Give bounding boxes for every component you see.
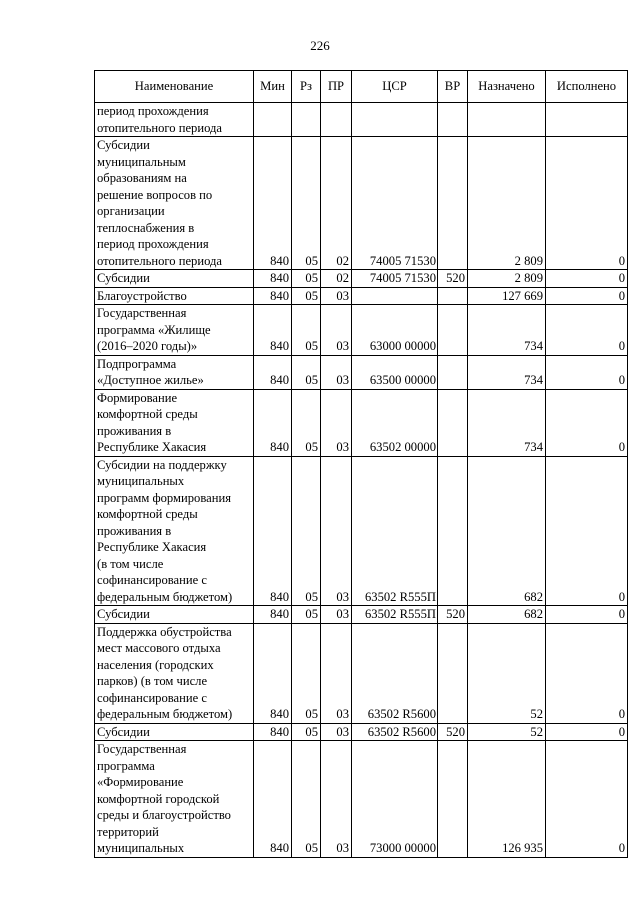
cell-pr [321, 606, 352, 624]
cell-executed [546, 270, 628, 288]
cell-name-text: Подпрограмма «Доступное жилье» [97, 356, 204, 387]
cell-pr [321, 103, 352, 137]
cell-assigned-text: 126 935 [502, 841, 543, 855]
cell-name-text: Благоустройство [97, 288, 187, 303]
cell-pr-text: 03 [336, 707, 349, 721]
cell-rz-text: 05 [305, 607, 318, 621]
cell-assigned-text: 682 [524, 607, 543, 621]
cell-assigned-text: 2 809 [514, 253, 543, 268]
cell-executed-text: 0 [618, 271, 625, 285]
cell-assigned-text: 734 [524, 339, 543, 353]
cell-assigned-text: 127 669 [502, 288, 543, 303]
cell-executed [546, 305, 628, 356]
cell-vr-text: 520 [446, 724, 465, 739]
cell-min [254, 287, 292, 305]
cell-rz-text: 05 [305, 288, 318, 303]
cell-csr [352, 287, 438, 305]
cell-rz [292, 389, 321, 456]
cell-assigned-text: 52 [530, 707, 543, 721]
cell-executed [546, 741, 628, 858]
cell-min [254, 741, 292, 858]
cell-rz [292, 305, 321, 356]
cell-vr-text: 520 [446, 271, 465, 285]
cell-min [254, 623, 292, 723]
cell-csr [352, 270, 438, 288]
cell-executed-text: 0 [618, 373, 625, 387]
header-pr: ПР [321, 71, 352, 103]
cell-min-text: 840 [270, 253, 289, 268]
cell-assigned [468, 137, 546, 270]
cell-vr [438, 137, 468, 270]
cell-csr-text: 63502 R5600 [367, 707, 436, 721]
header-vr: ВР [438, 71, 468, 103]
cell-min [254, 456, 292, 606]
cell-assigned [468, 287, 546, 305]
cell-rz-text: 05 [305, 373, 318, 387]
cell-executed-text: 0 [618, 253, 625, 268]
cell-csr-text: 74005 71530 [369, 271, 436, 285]
cell-pr [321, 270, 352, 288]
cell-executed-text: 0 [618, 707, 625, 721]
cell-pr-text: 03 [336, 589, 349, 604]
cell-assigned-text: 2 809 [514, 271, 543, 285]
cell-min [254, 137, 292, 270]
cell-csr-text: 63502 00000 [369, 440, 436, 454]
cell-csr-text: 63000 00000 [369, 339, 436, 353]
cell-vr [438, 287, 468, 305]
table-body [95, 103, 628, 858]
cell-executed [546, 103, 628, 137]
cell-name [95, 389, 254, 456]
cell-min [254, 355, 292, 389]
cell-pr-text: 03 [336, 373, 349, 387]
cell-assigned [468, 741, 546, 858]
cell-csr [352, 623, 438, 723]
cell-assigned-text: 734 [524, 373, 543, 387]
cell-pr-text: 02 [336, 271, 349, 285]
cell-name-text: Субсидии [97, 271, 150, 285]
header-name: Наименование [95, 71, 254, 103]
cell-min-text: 840 [270, 707, 289, 721]
cell-executed-text: 0 [618, 440, 625, 454]
cell-name [95, 270, 254, 288]
cell-vr [438, 103, 468, 137]
cell-rz-text: 05 [305, 724, 318, 739]
cell-csr [352, 305, 438, 356]
cell-rz-text: 05 [305, 271, 318, 285]
cell-rz-text: 05 [305, 253, 318, 268]
cell-name [95, 606, 254, 624]
cell-vr [438, 270, 468, 288]
cell-rz [292, 137, 321, 270]
cell-name-text: Субсидии [97, 724, 150, 739]
table-row [95, 456, 628, 606]
table-row [95, 137, 628, 270]
table-row [95, 723, 628, 741]
cell-pr [321, 741, 352, 858]
cell-pr [321, 305, 352, 356]
budget-table [94, 70, 628, 858]
header-csr: ЦСР [352, 71, 438, 103]
table-row [95, 741, 628, 858]
page-number: 226 [310, 38, 330, 53]
header-executed: Исполнено [546, 71, 628, 103]
header-rz: Рз [292, 71, 321, 103]
cell-vr [438, 623, 468, 723]
cell-rz-text: 05 [305, 707, 318, 721]
cell-name [95, 137, 254, 270]
cell-executed-text: 0 [618, 288, 625, 303]
cell-name [95, 741, 254, 858]
cell-executed [546, 623, 628, 723]
cell-min-text: 840 [270, 339, 289, 353]
cell-rz [292, 741, 321, 858]
cell-vr [438, 305, 468, 356]
cell-assigned-text: 682 [524, 589, 543, 604]
cell-pr [321, 623, 352, 723]
cell-rz-text: 05 [305, 841, 318, 855]
cell-name [95, 355, 254, 389]
cell-csr [352, 456, 438, 606]
cell-vr-text: 520 [446, 607, 465, 621]
cell-vr [438, 723, 468, 741]
cell-rz [292, 103, 321, 137]
header-assigned: Назначено [468, 71, 546, 103]
cell-rz [292, 270, 321, 288]
cell-assigned-text: 52 [530, 724, 543, 739]
cell-min [254, 305, 292, 356]
cell-assigned [468, 623, 546, 723]
cell-name-text: Государственная программа «Жилище (2016–2020 годы)» [97, 306, 211, 353]
cell-rz [292, 723, 321, 741]
cell-pr-text: 03 [336, 339, 349, 353]
cell-rz-text: 05 [305, 589, 318, 604]
cell-assigned [468, 389, 546, 456]
cell-executed [546, 456, 628, 606]
cell-min [254, 270, 292, 288]
cell-min [254, 723, 292, 741]
cell-executed [546, 389, 628, 456]
cell-pr [321, 456, 352, 606]
cell-rz [292, 456, 321, 606]
cell-executed [546, 723, 628, 741]
cell-name-text: Формирование комфортной среды проживания в Республике Хакасия [97, 390, 207, 454]
cell-name [95, 287, 254, 305]
cell-name-text: Субсидии муниципальным образованиям на решение вопросов по организации теплоснабжения в период прохождения отопительного периода [97, 138, 222, 268]
cell-min-text: 840 [270, 288, 289, 303]
cell-rz [292, 606, 321, 624]
cell-executed [546, 606, 628, 624]
cell-executed-text: 0 [618, 841, 625, 855]
cell-executed [546, 287, 628, 305]
cell-csr-text: 63500 00000 [369, 373, 436, 387]
cell-pr [321, 355, 352, 389]
cell-rz [292, 287, 321, 305]
cell-name [95, 305, 254, 356]
cell-rz [292, 623, 321, 723]
table-row [95, 270, 628, 288]
cell-name-text: период прохождения отопительного периода [97, 104, 222, 135]
cell-name [95, 723, 254, 741]
cell-assigned [468, 723, 546, 741]
cell-csr-text: 73000 00000 [369, 841, 436, 855]
cell-vr [438, 741, 468, 858]
table-header-row [95, 71, 628, 103]
cell-pr-text: 03 [336, 288, 349, 303]
table-row [95, 287, 628, 305]
cell-csr [352, 355, 438, 389]
cell-vr [438, 456, 468, 606]
cell-pr [321, 137, 352, 270]
header-min: Мин [254, 71, 292, 103]
cell-name-text: Поддержка обустройства мест массового отдыха населения (городских парков) (в том числе софинансирование с федеральным бюджетом) [97, 624, 233, 721]
cell-min-text: 840 [270, 724, 289, 739]
cell-executed [546, 355, 628, 389]
cell-csr-text: 63502 R5600 [367, 724, 436, 739]
cell-pr-text: 03 [336, 724, 349, 739]
cell-assigned [468, 355, 546, 389]
cell-csr [352, 137, 438, 270]
table-row [95, 355, 628, 389]
cell-pr-text: 03 [336, 440, 349, 454]
cell-assigned [468, 606, 546, 624]
cell-csr [352, 389, 438, 456]
cell-pr-text: 02 [336, 253, 349, 268]
cell-name-text: Государственная программа «Формирование комфортной городской среды и благоустройство территорий муниципальных [97, 742, 231, 855]
cell-min [254, 103, 292, 137]
cell-name-text: Субсидии [97, 607, 150, 621]
cell-assigned-text: 734 [524, 440, 543, 454]
cell-executed-text: 0 [618, 339, 625, 353]
cell-executed [546, 137, 628, 270]
cell-min-text: 840 [270, 841, 289, 855]
cell-vr [438, 389, 468, 456]
cell-pr-text: 03 [336, 841, 349, 855]
table-row [95, 305, 628, 356]
cell-executed-text: 0 [618, 589, 625, 604]
table-row [95, 623, 628, 723]
cell-min-text: 840 [270, 589, 289, 604]
cell-pr [321, 287, 352, 305]
cell-name [95, 456, 254, 606]
table-row [95, 389, 628, 456]
cell-assigned [468, 305, 546, 356]
cell-name-text: Субсидии на поддержку муниципальных программ формирования комфортной среды проживания в Республике Хакасия (в том числе софинансирование с федеральным бюджетом) [97, 457, 233, 604]
cell-vr [438, 606, 468, 624]
cell-pr [321, 389, 352, 456]
cell-min [254, 389, 292, 456]
cell-executed-text: 0 [618, 724, 625, 739]
cell-rz-text: 05 [305, 339, 318, 353]
cell-assigned [468, 270, 546, 288]
cell-rz [292, 355, 321, 389]
cell-csr-text: 63502 R555П [364, 589, 436, 604]
cell-pr [321, 723, 352, 741]
cell-min-text: 840 [270, 440, 289, 454]
table-row [95, 606, 628, 624]
cell-name [95, 623, 254, 723]
cell-pr-text: 03 [336, 607, 349, 621]
cell-min [254, 606, 292, 624]
cell-csr-text: 63502 R555П [364, 607, 436, 621]
cell-rz-text: 05 [305, 440, 318, 454]
cell-csr [352, 741, 438, 858]
cell-csr [352, 606, 438, 624]
cell-assigned [468, 456, 546, 606]
cell-assigned [468, 103, 546, 137]
cell-min-text: 840 [270, 607, 289, 621]
cell-vr [438, 355, 468, 389]
cell-min-text: 840 [270, 373, 289, 387]
cell-name [95, 103, 254, 137]
cell-min-text: 840 [270, 271, 289, 285]
cell-csr [352, 103, 438, 137]
cell-csr-text: 74005 71530 [369, 253, 436, 268]
cell-csr [352, 723, 438, 741]
cell-executed-text: 0 [618, 607, 625, 621]
table-row [95, 103, 628, 137]
